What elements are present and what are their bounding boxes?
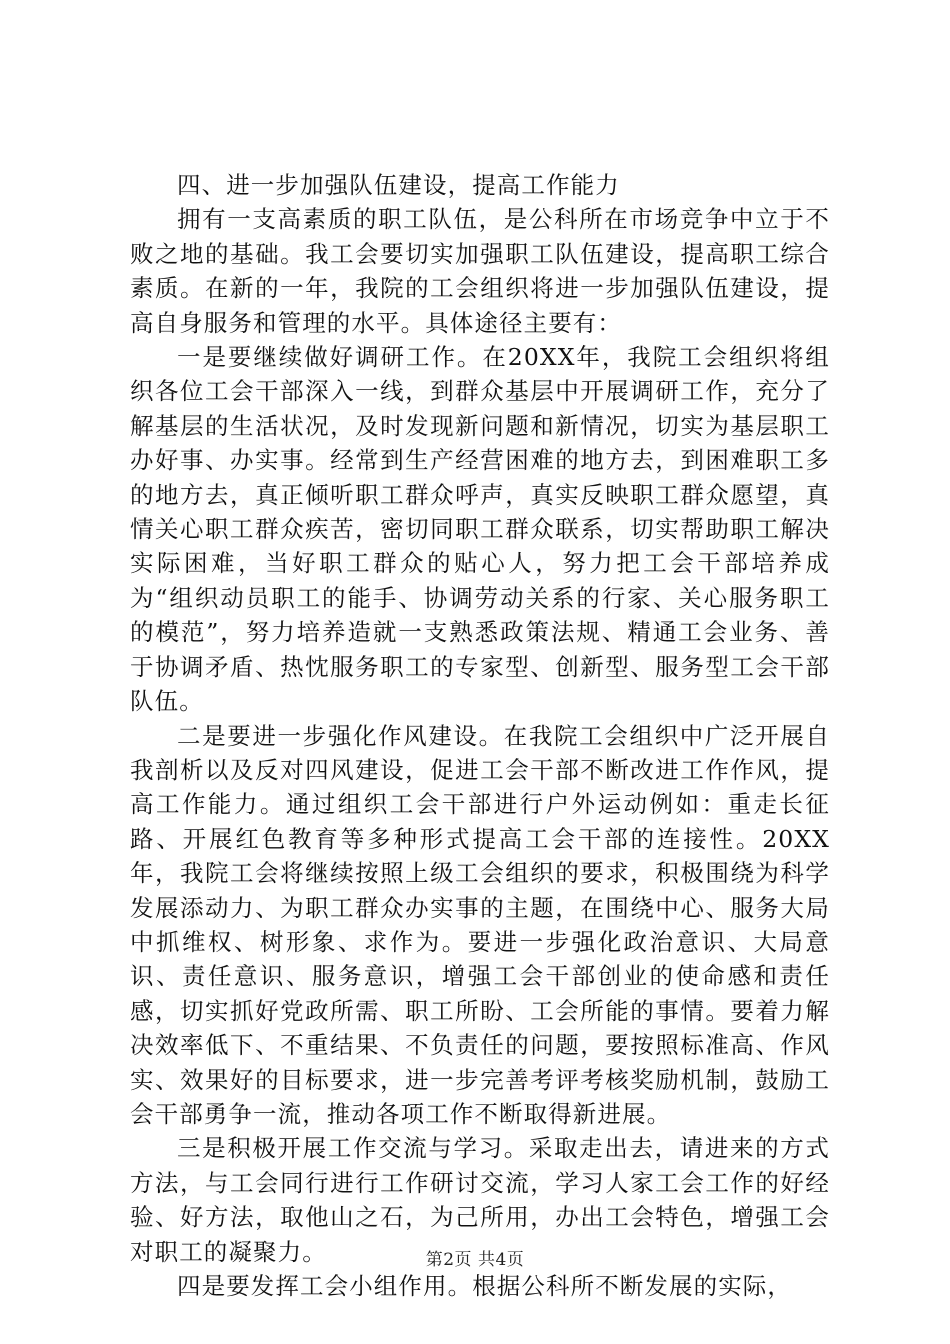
paragraph-research: 一是要继续做好调研工作。在20XX年，我院工会组织将组织各位工会干部深入一线，到群众基层中开展调研工作，充分了解基层的生活状况，及时发现新问题和新情况，切实为基层职工办好事、办实事。经常到生产经营困难的地方去，到困难职工多的地方去，真正倾听职工群众呼声，真实反映职工群众愿望，真情关心职工群众疾苦，密切同职工群众联系，切实帮助职工解决实际困难，当好职工群众的贴心人，努力把工会干部培养成为“组织动员职工的能手、协调劳动关系的行家、关心服务职工的模范”，努力培养造就一支熟悉政策法规、精通工会业务、善于协调矛盾、热忱服务职工的专家型、创新型、服务型工会干部队伍。 — [130, 343, 830, 716]
paragraph-intro: 拥有一支高素质的职工队伍，是公科所在市场竞争中立于不败之地的基础。我工会要切实加强职工队伍建设，提高职工综合素质。在新的一年，我院的工会组织将进一步加强队伍建设，提高自身服务和管理的水平。具体途径主要有： — [130, 205, 830, 337]
paragraph-exchange: 三是积极开展工作交流与学习。采取走出去，请进来的方式方法，与工会同行进行工作研讨交流，学习人家工会工作的好经验、好方法，取他山之石，为己所用，办出工会特色，增强工会对职工的凝聚力。 — [130, 1134, 830, 1266]
page-number: 第2页 共4页 — [425, 1250, 525, 1270]
page-footer — [0, 1245, 950, 1270]
paragraph-union-groups: 四是要发挥工会小组作用。根据公科所不断发展的实际， — [177, 1272, 792, 1300]
section-heading: 四、进一步加强队伍建设，提高工作能力 — [177, 171, 620, 199]
paragraph-work-style: 二是要进一步强化作风建设。在我院工会组织中广泛开展自我剖析以及反对四风建设，促进工会干部不断改进工作作风，提高工作能力。通过组织工会干部进行户外运动例如：重走长征路、开展红色教育等多种形式提高工会干部的连接性。20XX年，我院工会将继续按照上级工会组织的要求，积极围绕为科学发展添动力、为职工群众办实事的主题，在围绕中心、服务大局中抓维权、树形象、求作为。要进一步强化政治意识、大局意识、责任意识、服务意识，增强工会干部创业的使命感和责任感，切实抓好党政所需、职工所盼、工会所能的事情。要着力解决效率低下、不重结果、不负责任的问题，要按照标准高、作风实、效果好的目标要求，进一步完善考评考核奖励机制，鼓励工会干部勇争一流，推动各项工作不断取得新进展。 — [130, 721, 830, 1128]
document-body — [130, 168, 830, 1303]
